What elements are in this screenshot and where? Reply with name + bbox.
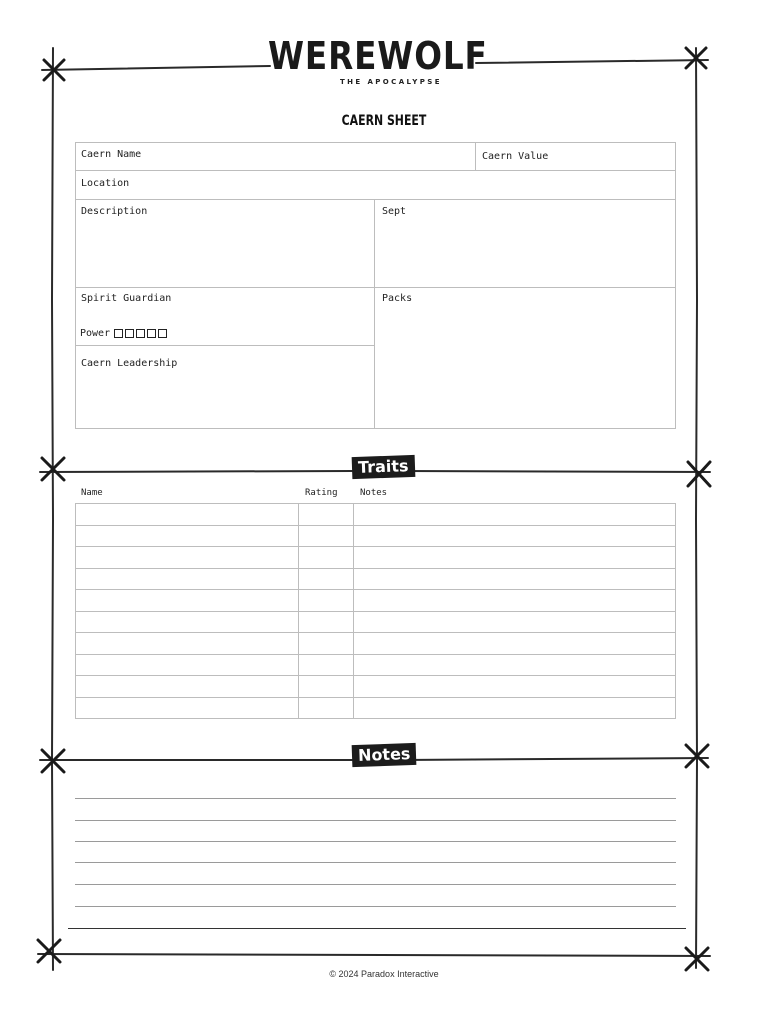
power-dot-2[interactable] (125, 329, 134, 338)
trait-rating-cell[interactable] (298, 654, 353, 676)
trait-rating-cell[interactable] (298, 633, 353, 655)
power-dot-4[interactable] (147, 329, 156, 338)
trait-name-cell[interactable] (76, 611, 299, 633)
power-label: Power (80, 328, 111, 339)
power-dot-1[interactable] (114, 329, 123, 338)
description-label: Description (81, 206, 148, 217)
notes-line[interactable] (75, 820, 676, 821)
trait-notes-cell[interactable] (353, 547, 675, 569)
power-rating (80, 328, 169, 339)
werewolf-logo (268, 30, 488, 94)
traits-col-name: Name (81, 488, 103, 498)
trait-notes-cell[interactable] (353, 525, 675, 547)
logo-wordmark: WEREWOLF (268, 34, 488, 78)
trait-name-cell[interactable] (76, 504, 299, 526)
trait-notes-cell[interactable] (353, 676, 675, 698)
description-field[interactable] (75, 199, 375, 288)
sept-label: Sept (382, 206, 407, 217)
power-dot-3[interactable] (136, 329, 145, 338)
caern-value-label: Caern Value (482, 151, 549, 162)
table-row (76, 676, 676, 698)
notes-line[interactable] (75, 841, 676, 842)
trait-rating-cell[interactable] (298, 547, 353, 569)
packs-label: Packs (382, 293, 413, 304)
trait-name-cell[interactable] (76, 525, 299, 547)
copyright-footer: © 2024 Paradox Interactive (329, 969, 439, 979)
trait-name-cell[interactable] (76, 697, 299, 719)
caern-leadership-label: Caern Leadership (81, 358, 178, 369)
sept-field[interactable] (374, 199, 676, 288)
trait-rating-cell[interactable] (298, 504, 353, 526)
table-row (76, 568, 676, 590)
traits-col-rating: Rating (305, 488, 338, 498)
table-row (76, 525, 676, 547)
trait-name-cell[interactable] (76, 568, 299, 590)
trait-name-cell[interactable] (76, 654, 299, 676)
trait-notes-cell[interactable] (353, 611, 675, 633)
caern-name-label: Caern Name (81, 149, 142, 160)
location-field[interactable] (75, 170, 676, 200)
trait-rating-cell[interactable] (298, 697, 353, 719)
table-row (76, 547, 676, 569)
caern-value-field[interactable] (475, 142, 676, 171)
trait-name-cell[interactable] (76, 676, 299, 698)
notes-line[interactable] (75, 862, 676, 863)
trait-notes-cell[interactable] (353, 654, 675, 676)
power-dot-5[interactable] (158, 329, 167, 338)
traits-col-notes: Notes (360, 488, 388, 498)
packs-field[interactable] (374, 287, 676, 429)
notes-heading: Notes (352, 743, 417, 767)
trait-notes-cell[interactable] (353, 697, 675, 719)
trait-rating-cell[interactable] (298, 611, 353, 633)
table-row (76, 504, 676, 526)
trait-notes-cell[interactable] (353, 568, 675, 590)
logo-subtitle: THE APOCALYPSE (340, 78, 442, 86)
trait-rating-cell[interactable] (298, 590, 353, 612)
table-row (76, 697, 676, 719)
traits-table (75, 503, 676, 719)
trait-notes-cell[interactable] (353, 633, 675, 655)
table-row (76, 611, 676, 633)
location-label: Location (81, 178, 130, 189)
trait-name-cell[interactable] (76, 547, 299, 569)
notes-line[interactable] (75, 906, 676, 907)
spirit-guardian-label: Spirit Guardian (81, 293, 172, 304)
trait-rating-cell[interactable] (298, 676, 353, 698)
trait-rating-cell[interactable] (298, 525, 353, 547)
notes-line[interactable] (75, 884, 676, 885)
trait-name-cell[interactable] (76, 633, 299, 655)
table-row (76, 654, 676, 676)
trait-notes-cell[interactable] (353, 590, 675, 612)
page-title: CAERN SHEET (341, 113, 427, 129)
caern-name-field[interactable] (75, 142, 476, 171)
trait-rating-cell[interactable] (298, 568, 353, 590)
caern-leadership-field[interactable] (75, 345, 375, 429)
trait-name-cell[interactable] (76, 590, 299, 612)
traits-heading: Traits (352, 455, 415, 479)
notes-line[interactable] (68, 928, 686, 929)
trait-notes-cell[interactable] (353, 504, 675, 526)
table-row (76, 590, 676, 612)
table-row (76, 633, 676, 655)
notes-line[interactable] (75, 798, 676, 799)
